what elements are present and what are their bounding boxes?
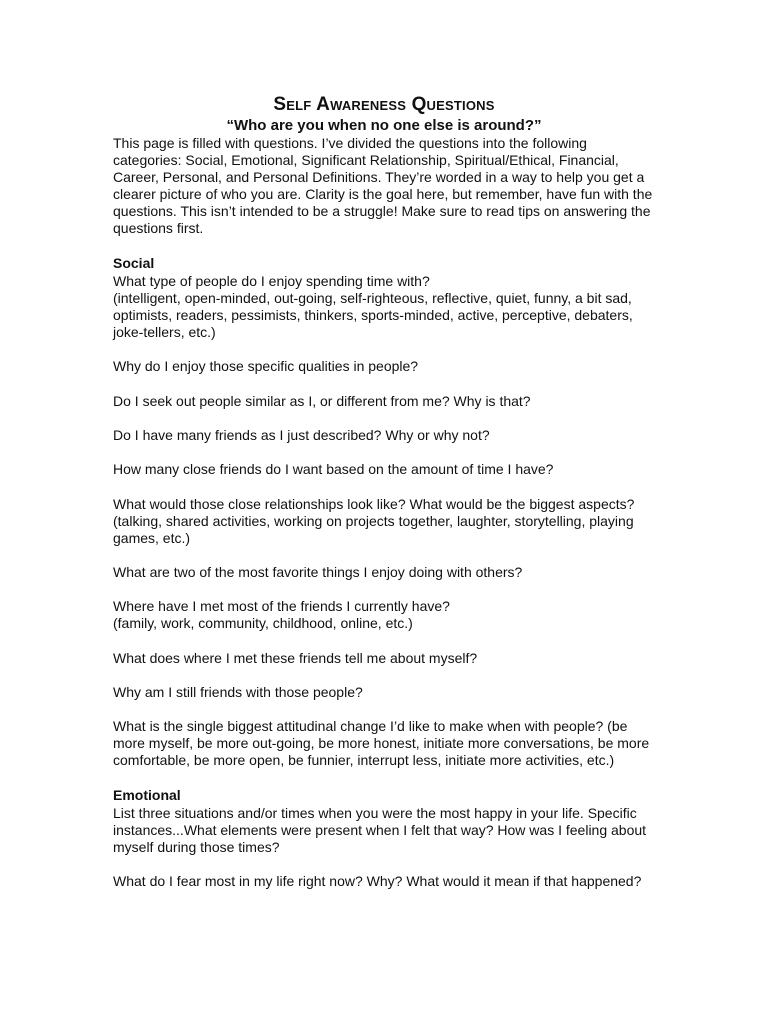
intro-paragraph: This page is filled with questions. I’ve divided the questions into the following categories: Social, Emotional, Significant Relationship, Spiritual/Ethical, Financial, Career, Personal, and Personal Definitions. They’re worded in a way to help you get a clearer picture of who you are. Clarity is the goal here, but remember, have fun with the questions. This isn’t intended to be a struggle! Make sure to read tips on answering the questions first.	[113, 135, 653, 237]
question-item	[113, 273, 658, 341]
section-heading-emotional: Emotional	[113, 786, 181, 803]
question-item: How many close friends do I want based on the amount of time I have?	[113, 461, 554, 478]
question-item: What is the single biggest attitudinal change I’d like to make when with people? (be more myself, be more out-going, be more honest, initiate more conversations, be more comfortable, be more open, be funnier, interrupt less, initiate more activities, etc.)	[113, 718, 650, 769]
question-item: What are two of the most favorite things I enjoy doing with others?	[113, 564, 523, 580]
question-item	[113, 496, 658, 547]
question-examples: (talking, shared activities, working on projects together, laughter, storytelling, playing games, etc.)	[113, 512, 634, 546]
question-text: Where have I met most of the friends I currently have?	[113, 598, 450, 615]
question-item: Why do I enjoy those specific qualities in people?	[113, 358, 419, 375]
question-item: List three situations and/or times when you were the most happy in your life. Specific instances...What elements were present when I felt that way? How was I feeling about myself during those times?	[113, 804, 647, 855]
question-item: Why am I still friends with those people?	[113, 683, 363, 700]
page-title: Self Awareness Questions	[273, 94, 495, 115]
page-subtitle: “Who are you when no one else is around?”	[226, 117, 542, 134]
question-examples: (family, work, community, childhood, online, etc.)	[113, 615, 413, 632]
question-item: What does where I met these friends tell me about myself?	[113, 649, 478, 666]
section-heading-social: Social	[113, 254, 155, 271]
question-text: What type of people do I enjoy spending time with?	[113, 272, 430, 289]
question-item: Do I seek out people similar as I, or different from me? Why is that?	[113, 392, 531, 409]
question-item: What do I fear most in my life right now? Why? What would it mean if that happened?	[113, 873, 642, 890]
question-text: What would those close relationships look like? What would be the biggest aspects?	[113, 495, 635, 512]
question-item	[113, 598, 658, 632]
question-examples: (intelligent, open-minded, out-going, self-righteous, reflective, quiet, funny, a bit sad, optimists, readers, pessimists, thinkers, sports-minded, active, perceptive, debaters, joke-tellers, etc.)	[113, 289, 633, 341]
question-item: Do I have many friends as I just described? Why or why not?	[113, 426, 490, 443]
